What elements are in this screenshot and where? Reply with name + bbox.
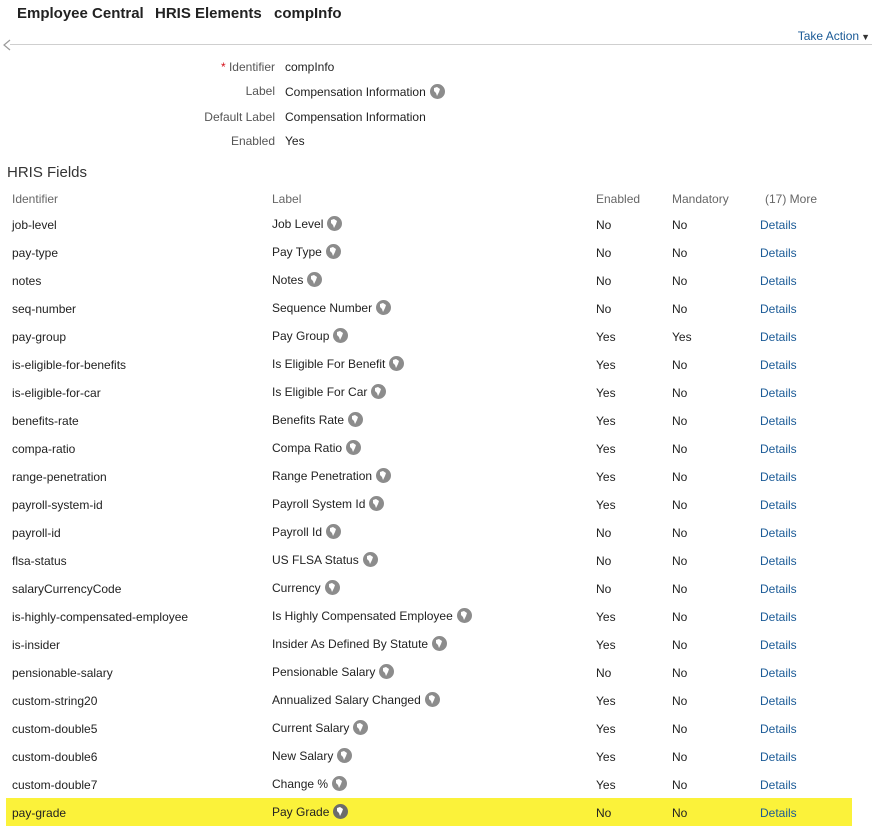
cell-mandatory: No [672, 610, 688, 624]
cell-identifier: benefits-rate [12, 414, 79, 428]
cell-identifier: salaryCurrencyCode [12, 582, 122, 596]
required-asterisk: * [220, 60, 226, 74]
cell-identifier: is-eligible-for-car [12, 386, 101, 400]
details-link[interactable]: Details [760, 218, 797, 232]
globe-icon[interactable] [371, 384, 386, 399]
globe-icon[interactable] [346, 440, 361, 455]
column-header-enabled: Enabled [596, 192, 641, 206]
cell-mandatory: Yes [672, 330, 692, 344]
table-row[interactable] [6, 686, 852, 714]
property-label: Label [245, 84, 275, 98]
cell-identifier: seq-number [12, 302, 77, 316]
details-link[interactable]: Details [760, 722, 797, 736]
property-label: Enabled [230, 134, 275, 148]
cell-label [272, 692, 440, 707]
table-row[interactable] [6, 546, 852, 574]
property-value: Yes [285, 134, 305, 148]
globe-icon[interactable] [325, 580, 340, 595]
globe-icon[interactable] [337, 748, 352, 763]
cell-mandatory: No [672, 358, 688, 372]
table-row[interactable] [6, 238, 852, 266]
details-link[interactable]: Details [760, 526, 797, 540]
details-link[interactable]: Details [760, 582, 797, 596]
details-link[interactable]: Details [760, 638, 797, 652]
cell-identifier: pay-group [12, 330, 67, 344]
cell-label [272, 664, 394, 679]
cell-label-text: Range Penetration [272, 469, 373, 483]
globe-icon[interactable] [353, 720, 368, 735]
cell-label-text: Annualized Salary Changed [272, 693, 421, 707]
property-label: Default Label [204, 110, 275, 124]
cell-mandatory: No [672, 386, 688, 400]
cell-enabled: Yes [596, 638, 616, 652]
cell-enabled: Yes [596, 610, 616, 624]
cell-label-text: US FLSA Status [272, 553, 359, 567]
column-header-mandatory: Mandatory [672, 192, 729, 206]
cell-identifier: notes [12, 274, 42, 288]
details-link[interactable]: Details [760, 806, 797, 820]
cell-mandatory: No [672, 274, 688, 288]
cell-label-text: Change % [272, 777, 329, 791]
cell-mandatory: No [672, 750, 688, 764]
cell-identifier: job-level [12, 218, 57, 232]
table-row[interactable] [6, 798, 852, 826]
table-row[interactable] [6, 714, 852, 742]
cell-enabled: Yes [596, 722, 616, 736]
cell-enabled: Yes [596, 498, 616, 512]
cell-enabled: No [596, 666, 612, 680]
details-link[interactable]: Details [760, 498, 797, 512]
globe-icon[interactable] [369, 496, 384, 511]
table-row[interactable] [6, 462, 852, 490]
table-row[interactable] [6, 742, 852, 770]
table-row[interactable] [6, 630, 852, 658]
cell-identifier: pensionable-salary [12, 666, 113, 680]
property-label-text: Identifier [228, 60, 275, 74]
table-row[interactable] [6, 518, 852, 546]
cell-label [272, 244, 341, 259]
details-link[interactable]: Details [760, 302, 797, 316]
details-link[interactable]: Details [760, 610, 797, 624]
cell-label-text: Is Eligible For Benefit [272, 357, 386, 371]
caret-down-icon: ▼ [861, 32, 870, 42]
cell-enabled: No [596, 526, 612, 540]
cell-label [272, 216, 342, 231]
cell-enabled: No [596, 246, 612, 260]
cell-label-text: Payroll Id [272, 525, 323, 539]
property-default-label [0, 108, 500, 128]
globe-icon[interactable] [307, 272, 322, 287]
globe-icon[interactable] [389, 356, 404, 371]
cell-identifier: is-eligible-for-benefits [12, 358, 127, 372]
table-row[interactable] [6, 378, 852, 406]
details-link[interactable]: Details [760, 750, 797, 764]
table-header [0, 190, 872, 210]
cell-mandatory: No [672, 498, 688, 512]
cell-label-text: Notes [272, 273, 304, 287]
globe-icon[interactable] [457, 608, 472, 623]
cell-label [272, 608, 472, 623]
cell-identifier: range-penetration [12, 470, 107, 484]
globe-icon[interactable] [327, 216, 342, 231]
cell-label-text: Job Level [272, 217, 324, 231]
details-link[interactable]: Details [760, 386, 797, 400]
cell-label [272, 412, 363, 427]
cell-mandatory: No [672, 302, 688, 316]
cell-mandatory: No [672, 722, 688, 736]
cell-mandatory: No [672, 554, 688, 568]
cell-identifier: custom-double5 [12, 722, 98, 736]
globe-icon[interactable] [363, 552, 378, 567]
cell-label-text: Compa Ratio [272, 441, 343, 455]
property-label-row [0, 82, 500, 102]
cell-label-text: Pay Type [272, 245, 322, 259]
section-title-hris-fields: HRIS Fields [7, 164, 88, 181]
cell-label [272, 524, 341, 539]
take-action-label: Take Action [797, 29, 860, 43]
breadcrumb-hris-elements[interactable]: HRIS Elements [155, 5, 262, 22]
table-row[interactable] [6, 266, 852, 294]
cell-enabled: No [596, 274, 612, 288]
column-header-identifier: Identifier [12, 192, 59, 206]
cell-identifier: custom-string20 [12, 694, 98, 708]
cell-label-text: Payroll System Id [272, 497, 366, 511]
cell-enabled: Yes [596, 694, 616, 708]
cell-enabled: No [596, 806, 612, 820]
cell-label [272, 748, 352, 763]
breadcrumb-employee-central[interactable]: Employee Central [17, 5, 144, 22]
cell-label [272, 356, 404, 371]
details-link[interactable]: Details [760, 330, 797, 344]
globe-icon[interactable] [326, 244, 341, 259]
cell-enabled: Yes [596, 386, 616, 400]
table-row[interactable] [6, 658, 852, 686]
cell-enabled: Yes [596, 470, 616, 484]
cell-mandatory: No [672, 666, 688, 680]
property-value: compInfo [285, 60, 335, 74]
details-link[interactable]: Details [760, 274, 797, 288]
cell-label-text: Is Eligible For Car [272, 385, 368, 399]
table-row[interactable] [6, 574, 852, 602]
cell-enabled: Yes [596, 778, 616, 792]
details-link[interactable]: Details [760, 414, 797, 428]
cell-identifier: custom-double7 [12, 778, 98, 792]
property-value [285, 84, 445, 99]
cell-identifier: custom-double6 [12, 750, 98, 764]
globe-icon[interactable] [348, 412, 363, 427]
globe-icon[interactable] [376, 468, 391, 483]
cell-label-text: Currency [272, 581, 321, 595]
cell-label [272, 272, 322, 287]
cell-label [272, 328, 348, 343]
globe-icon[interactable] [326, 524, 341, 539]
cell-identifier: is-insider [12, 638, 61, 652]
cell-enabled: Yes [596, 358, 616, 372]
back-arrow-icon[interactable] [2, 39, 12, 51]
breadcrumb [0, 0, 872, 30]
cell-label-text: Current Salary [272, 721, 350, 735]
cell-enabled: Yes [596, 750, 616, 764]
cell-label-text: Benefits Rate [272, 413, 345, 427]
cell-mandatory: No [672, 638, 688, 652]
cell-mandatory: No [672, 526, 688, 540]
breadcrumb-compinfo: compInfo [274, 5, 342, 22]
cell-enabled: No [596, 218, 612, 232]
details-link[interactable]: Details [760, 246, 797, 260]
cell-identifier: payroll-system-id [12, 498, 103, 512]
cell-label-text: Pay Group [272, 329, 330, 343]
globe-icon[interactable] [432, 636, 447, 651]
details-link[interactable]: Details [760, 442, 797, 456]
property-value-text: Compensation Information [285, 85, 426, 99]
globe-icon[interactable] [379, 664, 394, 679]
column-header-label: Label [272, 192, 302, 206]
table-row[interactable] [6, 602, 852, 630]
details-link[interactable]: Details [760, 666, 797, 680]
table-row[interactable] [6, 406, 852, 434]
cell-identifier: flsa-status [12, 554, 67, 568]
cell-label [272, 552, 378, 567]
details-link[interactable]: Details [760, 778, 797, 792]
cell-mandatory: No [672, 442, 688, 456]
globe-icon[interactable] [333, 328, 348, 343]
cell-label-text: Sequence Number [272, 301, 373, 315]
cell-identifier: payroll-id [12, 526, 61, 540]
cell-label [272, 720, 368, 735]
cell-mandatory: No [672, 694, 688, 708]
take-action-menu[interactable] [798, 29, 870, 43]
globe-icon[interactable] [332, 776, 347, 791]
cell-label-text: New Salary [272, 749, 334, 763]
cell-enabled: No [596, 302, 612, 316]
cell-label [272, 580, 340, 595]
cell-mandatory: No [672, 470, 688, 484]
globe-icon[interactable] [376, 300, 391, 315]
cell-mandatory: No [672, 414, 688, 428]
cell-label [272, 636, 447, 651]
table-row[interactable] [6, 210, 852, 238]
cell-identifier: is-highly-compensated-employee [12, 610, 189, 624]
property-label [221, 60, 275, 74]
cell-label [272, 384, 386, 399]
table-row[interactable] [6, 350, 852, 378]
details-link[interactable]: Details [760, 358, 797, 372]
cell-mandatory: No [672, 218, 688, 232]
property-value: Compensation Information [285, 110, 426, 124]
column-header-more[interactable]: (17) More [765, 192, 818, 206]
property-enabled [0, 132, 500, 152]
details-link[interactable]: Details [760, 554, 797, 568]
details-link[interactable]: Details [760, 694, 797, 708]
cell-label [272, 804, 348, 819]
cell-label [272, 776, 347, 791]
cell-label [272, 468, 391, 483]
cell-label [272, 496, 384, 511]
header-divider [10, 44, 872, 45]
cell-label-text: Insider As Defined By Statute [272, 637, 429, 651]
cell-label [272, 440, 361, 455]
cell-identifier: pay-type [12, 246, 59, 260]
cell-label-text: Pay Grade [272, 805, 330, 819]
cell-mandatory: No [672, 778, 688, 792]
table-row[interactable] [6, 490, 852, 518]
cell-enabled: No [596, 582, 612, 596]
cell-mandatory: No [672, 246, 688, 260]
globe-icon[interactable] [430, 84, 445, 99]
cell-enabled: Yes [596, 330, 616, 344]
cell-enabled: Yes [596, 442, 616, 456]
cell-enabled: Yes [596, 414, 616, 428]
cell-identifier: compa-ratio [12, 442, 76, 456]
cell-label-text: Pensionable Salary [272, 665, 376, 679]
table-row[interactable] [6, 294, 852, 322]
table-row[interactable] [6, 770, 852, 798]
globe-icon[interactable] [333, 804, 348, 819]
globe-icon[interactable] [425, 692, 440, 707]
cell-identifier: pay-grade [12, 806, 67, 820]
property-identifier [0, 58, 500, 78]
cell-enabled: No [596, 554, 612, 568]
table-row[interactable] [6, 434, 852, 462]
details-link[interactable]: Details [760, 470, 797, 484]
table-row[interactable] [6, 322, 852, 350]
cell-mandatory: No [672, 806, 688, 820]
cell-mandatory: No [672, 582, 688, 596]
cell-label-text: Is Highly Compensated Employee [272, 609, 453, 623]
cell-label [272, 300, 391, 315]
